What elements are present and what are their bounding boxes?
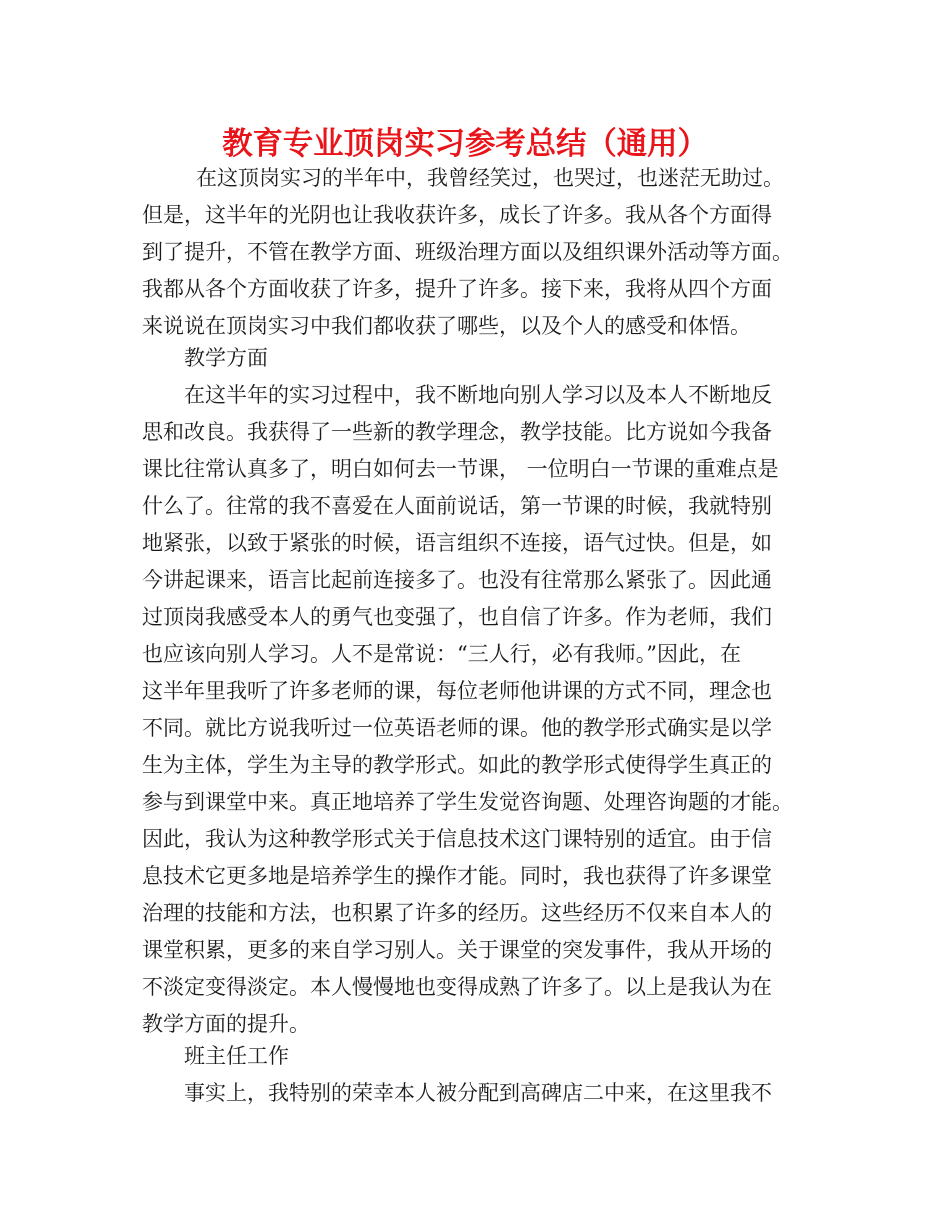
paragraph-line: 地紧张，以致于紧张的时候，语言组织不连接，语气过快。但是，如 (142, 531, 772, 555)
paragraph-line: 在这半年的实习过程中，我不断地向别人学习以及本人不断地反 (184, 383, 772, 407)
paragraph-line: 教学方面的提升。 (142, 1012, 310, 1036)
document-title: 教育专业顶岗实习参考总结（通用） (222, 126, 708, 162)
paragraph-line: 参与到课堂中来。真正地培养了学生发觉咨询题、处理咨询题的才能。 (142, 790, 793, 814)
section-heading: 教学方面 (184, 346, 268, 370)
paragraph-line: 课堂积累，更多的来自学习别人。关于课堂的突发事件，我从开场的 (142, 938, 772, 962)
paragraph-line: 课比往常认真多了，明白如何去一节课， 一位明白一节课的重难点是 (142, 457, 779, 481)
paragraph-line: 不同。就比方说我听过一位英语老师的课。他的教学形式确实是以学 (142, 716, 772, 740)
paragraph-line: 事实上，我特别的荣幸本人被分配到高碑店二中来，在这里我不 (184, 1081, 772, 1105)
paragraph-line: 因此，我认为这种教学形式关于信息技术这门课特别的适宜。由于信 (142, 827, 772, 851)
paragraph-line: 治理的技能和方法，也积累了许多的经历。这些经历不仅来自本人的 (142, 901, 772, 925)
paragraph-line: 过顶岗我感受本人的勇气也变强了，也自信了许多。作为老师，我们 (142, 605, 772, 629)
paragraph-line: 来说说在顶岗实习中我们都收获了哪些，以及个人的感受和体悟。 (142, 314, 751, 338)
paragraph-line: 在这顶岗实习的半年中，我曾经笑过，也哭过，也迷茫无助过。 (196, 166, 784, 190)
paragraph-line: 我都从各个方面收获了许多，提升了许多。接下来，我将从四个方面 (142, 277, 772, 301)
paragraph-line: 不淡定变得淡定。本人慢慢地也变得成熟了许多了。以上是我认为在 (142, 975, 772, 999)
paragraph-line: 也应该向别人学习。人不是常说：“三人行，必有我师。”因此，在 (142, 642, 741, 666)
paragraph-line: 这半年里我听了许多老师的课，每位老师他讲课的方式不同，理念也 (142, 679, 772, 703)
paragraph-line: 思和改良。我获得了一些新的教学理念，教学技能。比方说如今我备 (142, 420, 772, 444)
paragraph-line: 但是，这半年的光阴也让我收获许多，成长了许多。我从各个方面得 (142, 203, 772, 227)
paragraph-line: 生为主体，学生为主导的教学形式。如此的教学形式使得学生真正的 (142, 753, 772, 777)
paragraph-line: 到了提升，不管在教学方面、班级治理方面以及组织课外活动等方面。 (142, 240, 793, 264)
section-heading: 班主任工作 (184, 1044, 289, 1068)
paragraph-line: 今讲起课来，语言比起前连接多了。也没有往常那么紧张了。因此通 (142, 568, 772, 592)
paragraph-line: 息技术它更多地是培养学生的操作才能。同时，我也获得了许多课堂 (142, 864, 772, 888)
paragraph-line: 什么了。往常的我不喜爱在人面前说话，第一节课的时候，我就特别 (142, 494, 772, 518)
